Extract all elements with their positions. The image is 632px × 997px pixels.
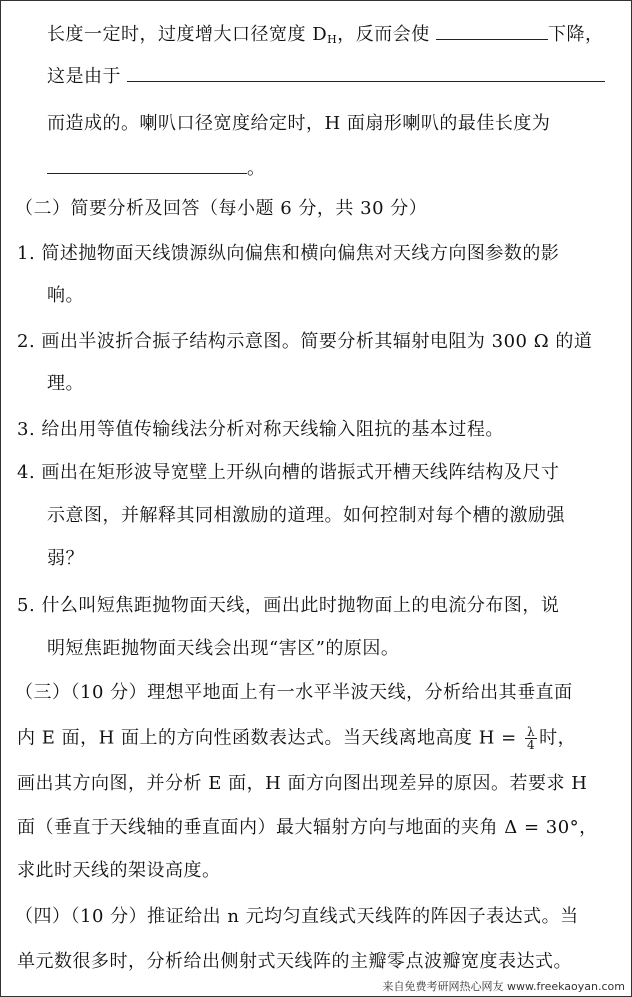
- fraction-denominator: 4: [526, 738, 536, 752]
- subscript: H: [327, 33, 338, 46]
- fill-blank: [127, 63, 605, 82]
- section-heading: （三）（10 分）理想平地面上有一水平半波天线，分析给出其垂直面: [15, 682, 573, 703]
- text: 。: [247, 158, 266, 179]
- question-line: 3. 给出用等值传输线法分析对称天线输入阻抗的基本过程。: [17, 419, 504, 440]
- text: 时，: [539, 727, 577, 749]
- question-line: 响。: [47, 285, 84, 306]
- text-line: 画出其方向图，并分析 E 面，H 面方向图出现差异的原因。若要求 H: [17, 773, 588, 794]
- text-line: [47, 155, 266, 181]
- question-line: 理。: [47, 373, 84, 394]
- fraction-numerator: λ: [525, 726, 537, 739]
- text-line: [17, 726, 576, 751]
- text-line: 而造成的。喇叭口径宽度给定时，H 面扇形喇叭的最佳长度为: [47, 113, 551, 134]
- question-line: 1. 简述抛物面天线馈源纵向偏焦和横向偏焦对天线方向图参数的影: [17, 243, 560, 264]
- text: 这是由于: [47, 66, 121, 87]
- text: 下降，: [547, 24, 604, 45]
- text-line: 求此时天线的架设高度。: [17, 860, 221, 881]
- question-line: 4. 画出在矩形波导宽壁上开纵向槽的谐振式开槽天线阵结构及尺寸: [17, 462, 560, 483]
- text-line: [47, 21, 603, 52]
- fill-blank: [436, 21, 548, 40]
- question-line: 明短焦距抛物面天线会出现“害区”的原因。: [47, 638, 400, 659]
- question-line: 示意图，并解释其同相激励的道理。如何控制对每个槽的激励强: [47, 505, 565, 526]
- text-line: 面（垂直于天线轴的垂直面内）最大辐射方向与地面的夹角 Δ = 30°，: [17, 817, 598, 838]
- fraction: [525, 726, 537, 751]
- question-line: 5. 什么叫短焦距抛物面天线，画出此时抛物面上的电流分布图，说: [17, 595, 560, 616]
- question-line: 弱？: [47, 548, 84, 569]
- question-line: 2. 画出半波折合振子结构示意图。简要分析其辐射电阻为 300 Ω 的道: [17, 331, 593, 352]
- text: 内 E 面，H 面上的方向性函数表达式。当天线离地高度 H =: [17, 727, 517, 749]
- watermark-footer: 来自免费考研网热心网友 www.freekaoyan.com: [382, 980, 625, 993]
- text-line: [47, 63, 605, 89]
- text-line: 单元数很多时，分析给出侧射式天线阵的主瓣零点波瓣宽度表达式。: [17, 951, 572, 972]
- section-heading: （四）（10 分）推证给出 n 元均匀直线式天线阵的阵因子表达式。当: [15, 906, 579, 927]
- fill-blank: [47, 155, 247, 174]
- text: ，反而会使: [337, 24, 430, 45]
- text: 长度一定时，过度增大口径宽度 D: [47, 24, 328, 45]
- section-heading: （二）简要分析及回答（每小题 6 分，共 30 分）: [15, 198, 428, 219]
